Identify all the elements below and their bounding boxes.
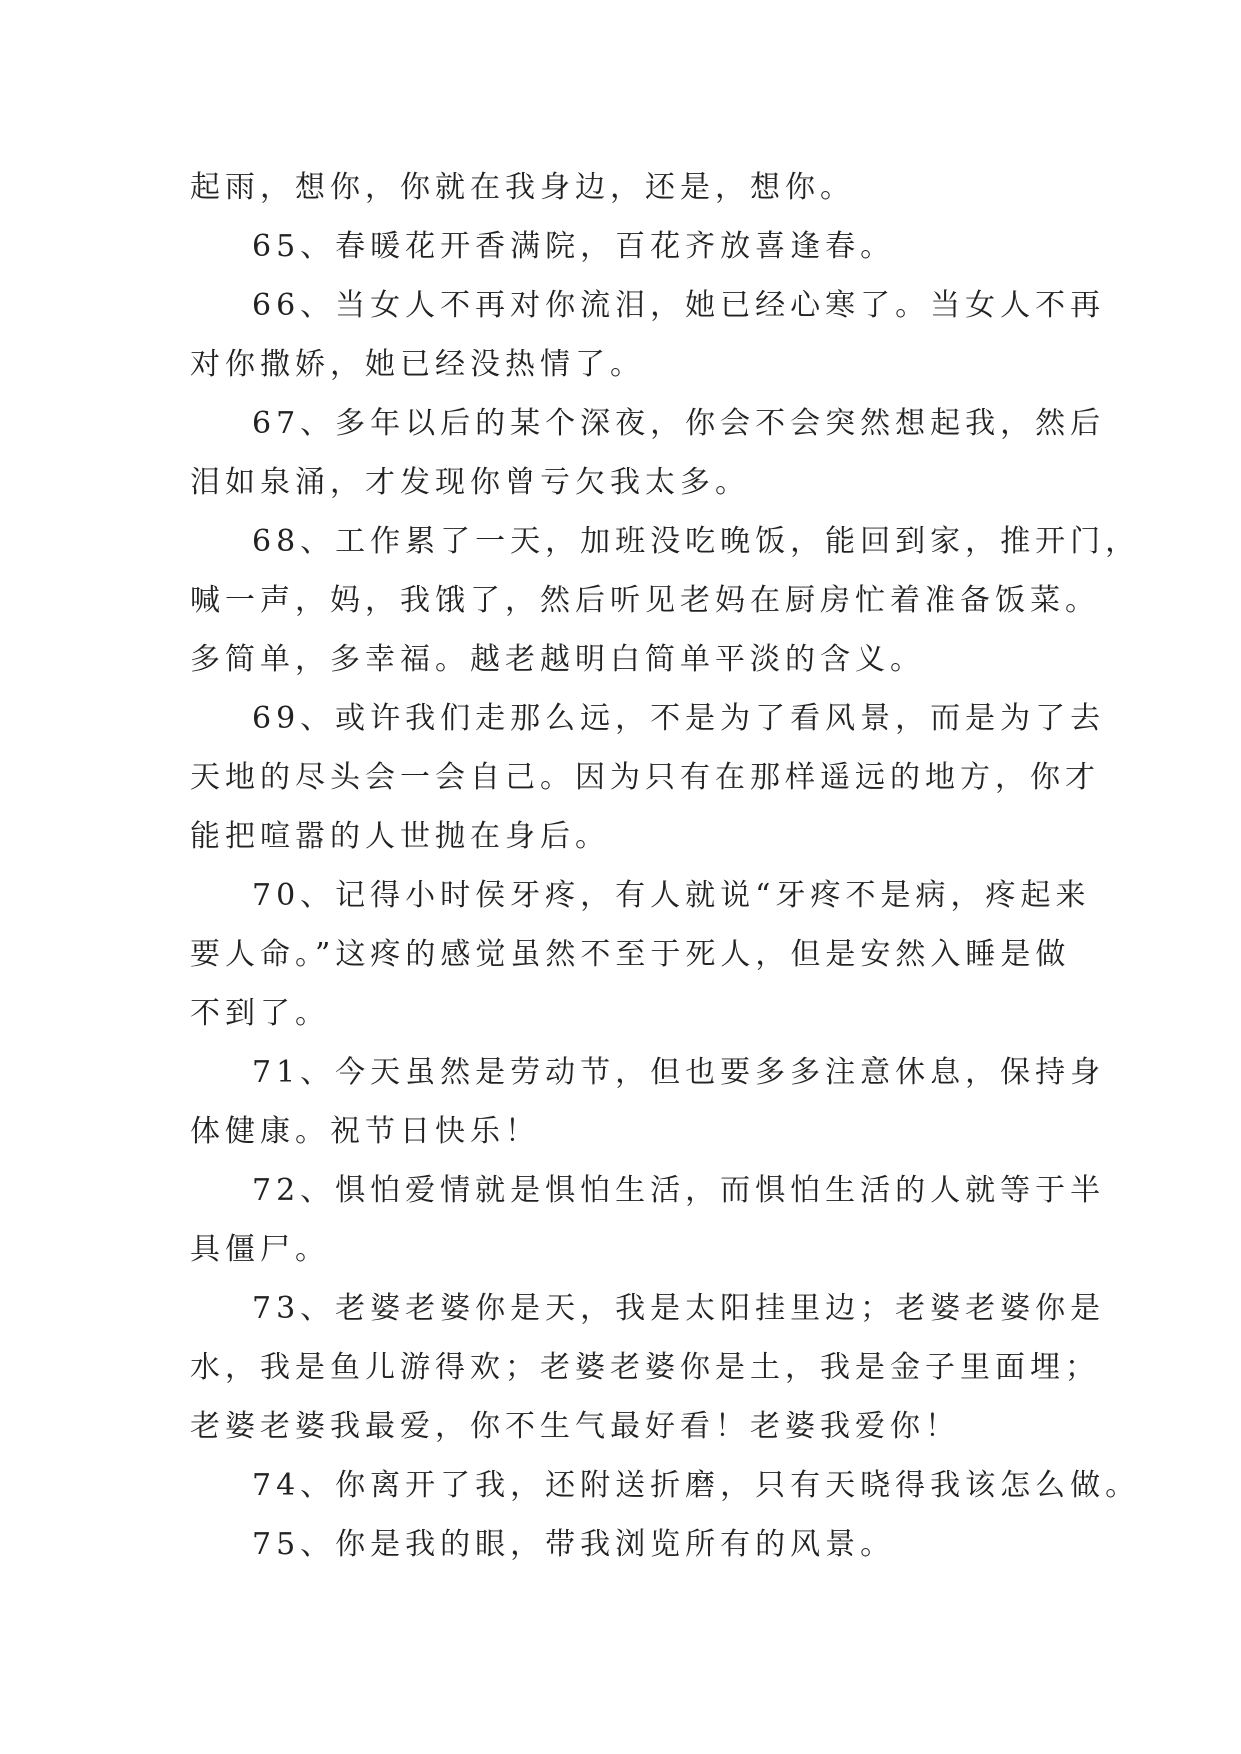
- paragraph: [190, 1515, 1080, 1574]
- paragraph: [190, 394, 1106, 512]
- text-line: 泪如泉涌，才发现你曾亏欠我太多。: [190, 465, 750, 500]
- paragraph: [190, 158, 1080, 217]
- document-body: [190, 158, 1141, 1574]
- text-line: 多简单，多幸福。越老越明白简单平淡的含义。: [190, 642, 925, 677]
- paragraph: [190, 1456, 1141, 1515]
- text-line: 起雨，想你，你就在我身边，还是，想你。: [190, 170, 855, 205]
- text-line: 能把喧嚣的人世抛在身后。: [190, 819, 610, 854]
- text-line: 70、记得小时侯牙疼，有人就说“牙疼不是病，疼起来: [252, 878, 1091, 913]
- text-line: 67、多年以后的某个深夜，你会不会突然想起我，然后: [252, 406, 1106, 441]
- text-line: 喊一声，妈，我饿了，然后听见老妈在厨房忙着准备饭菜。: [190, 583, 1100, 618]
- text-line: 老婆老婆我最爱，你不生气最好看！老婆我爱你！: [190, 1409, 960, 1444]
- paragraph: [190, 512, 1141, 689]
- text-line: 对你撒娇，她已经没热情了。: [190, 347, 645, 382]
- text-line: 71、今天虽然是劳动节，但也要多多注意休息，保持身: [252, 1055, 1106, 1090]
- paragraph: [190, 689, 1106, 866]
- text-line: 75、你是我的眼，带我浏览所有的风景。: [252, 1527, 896, 1562]
- text-line: 具僵尸。: [190, 1232, 330, 1267]
- paragraph: [190, 1279, 1106, 1456]
- text-line: 不到了。: [190, 996, 330, 1031]
- text-line: 66、当女人不再对你流泪，她已经心寒了。当女人不再: [252, 288, 1106, 323]
- text-line: 要人命。”这疼的感觉虽然不至于死人，但是安然入睡是做: [190, 937, 1071, 972]
- text-line: 水，我是鱼儿游得欢；老婆老婆你是土，我是金子里面埋；: [190, 1350, 1100, 1385]
- paragraph: [190, 866, 1091, 1043]
- text-line: 天地的尽头会一会自己。因为只有在那样遥远的地方，你才: [190, 760, 1100, 795]
- paragraph: [190, 1043, 1106, 1161]
- text-line: 68、工作累了一天，加班没吃晚饭，能回到家，推开门，: [252, 524, 1141, 559]
- text-line: 69、或许我们走那么远，不是为了看风景，而是为了去: [252, 701, 1106, 736]
- text-line: 72、惧怕爱情就是惧怕生活，而惧怕生活的人就等于半: [252, 1173, 1106, 1208]
- paragraph: [190, 276, 1106, 394]
- paragraph: [190, 1161, 1106, 1279]
- text-line: 65、春暖花开香满院，百花齐放喜逢春。: [252, 229, 896, 264]
- paragraph: [190, 217, 1080, 276]
- text-line: 体健康。祝节日快乐！: [190, 1114, 540, 1149]
- text-line: 73、老婆老婆你是天，我是太阳挂里边；老婆老婆你是: [252, 1291, 1106, 1326]
- text-line: 74、你离开了我，还附送折磨，只有天晓得我该怎么做。: [252, 1468, 1141, 1503]
